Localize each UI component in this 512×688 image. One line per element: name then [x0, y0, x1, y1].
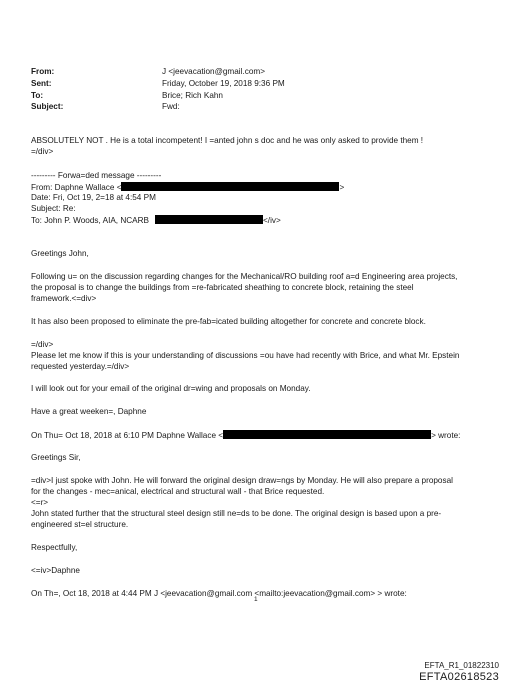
body-line: engineered st=el structure.	[31, 520, 129, 529]
to-value: Brice; Rich Kahn	[162, 91, 223, 100]
body-line: =/div>	[31, 147, 54, 156]
fwd-subject-line: Subject: Re:	[31, 204, 76, 213]
body-line: On Th=, Oct 18, 2018 at 4:44 PM J <jeevacation@gmail.com <mailto:jeevacation@gmail.com> > wrote:	[31, 589, 407, 598]
body-line: for the changes - mec=anical, electrical and structural wall - that Brice requested.	[31, 487, 325, 496]
body-line: ABSOLUTELY NOT . He is a total incompetent! I =anted john s doc and he was only asked to provide them !	[31, 136, 424, 145]
body-line: Greetings John,	[31, 249, 89, 258]
redaction-block	[155, 215, 263, 224]
body-line: Following u= on the discussion regarding changes for the Mechanical/RO building roof a=d Engineering area projects,	[31, 272, 458, 281]
body-line: Respectfully,	[31, 543, 78, 552]
body-line: =/div>	[31, 340, 54, 349]
redaction-block	[121, 182, 339, 191]
from-label: From:	[31, 67, 55, 76]
fwd-from-text: From: Daphne Wallace <	[31, 183, 122, 192]
to-label: To:	[31, 91, 44, 100]
body-line: I will look out for your email of the original dr=wing and proposals on Monday.	[31, 384, 311, 393]
quote-header-text: On Thu= Oct 18, 2018 at 6:10 PM Daphne Wallace <	[31, 431, 224, 440]
fwd-to-close: </iv>	[263, 216, 281, 225]
quote-header-line	[31, 430, 460, 440]
from-value: J <jeevacation@gmail.com>	[162, 67, 265, 76]
body-line: Have a great weeken=, Daphne	[31, 407, 147, 416]
sent-value: Friday, October 19, 2018 9:36 PM	[162, 79, 285, 88]
body-line: John stated further that the structural steel design still ne=ds to be done. The original design is based upon a pre-	[31, 509, 442, 518]
sent-label: Sent:	[31, 79, 52, 88]
subject-label: Subject:	[31, 102, 64, 111]
page-number: 1	[254, 596, 258, 603]
body-line: =div>I just spoke with John. He will forward the original design draw=ngs by Monday. He will also prepare a proposal	[31, 476, 453, 485]
body-line: the proposal is to change the buildings from =re-fabricated sheathing to concrete block, retaining the steel	[31, 283, 414, 292]
forward-divider: --------- Forwa=ded message ---------	[31, 171, 162, 180]
bates-number-primary: EFTA02618523	[419, 671, 499, 683]
quote-header-close: > wrote:	[431, 431, 461, 440]
body-line: framework.<=div>	[31, 294, 97, 303]
body-line: Please let me know if this is your understanding of discussions =ou have had recently with Brice, and what Mr. Epstein	[31, 351, 460, 360]
body-line: Greetings Sir,	[31, 453, 81, 462]
body-line: <=iv>Daphne	[31, 566, 80, 575]
bates-number-secondary: EFTA_R1_01822310	[424, 661, 499, 670]
fwd-to-line	[31, 215, 281, 225]
body-line: <=r>	[31, 498, 49, 507]
subject-value: Fwd:	[162, 102, 180, 111]
fwd-to-text: To: John P. Woods, AIA, NCARB	[31, 216, 150, 225]
fwd-from-close: >	[339, 183, 345, 192]
redaction-block	[223, 430, 431, 439]
body-line: It has also been proposed to eliminate the pre-fab=icated building altogether for concrete and concrete block.	[31, 317, 426, 326]
fwd-date-line: Date: Fri, Oct 19, 2=18 at 4:54 PM	[31, 193, 156, 202]
body-line: requested yesterday.=/div>	[31, 362, 130, 371]
fwd-from-line	[31, 182, 344, 192]
